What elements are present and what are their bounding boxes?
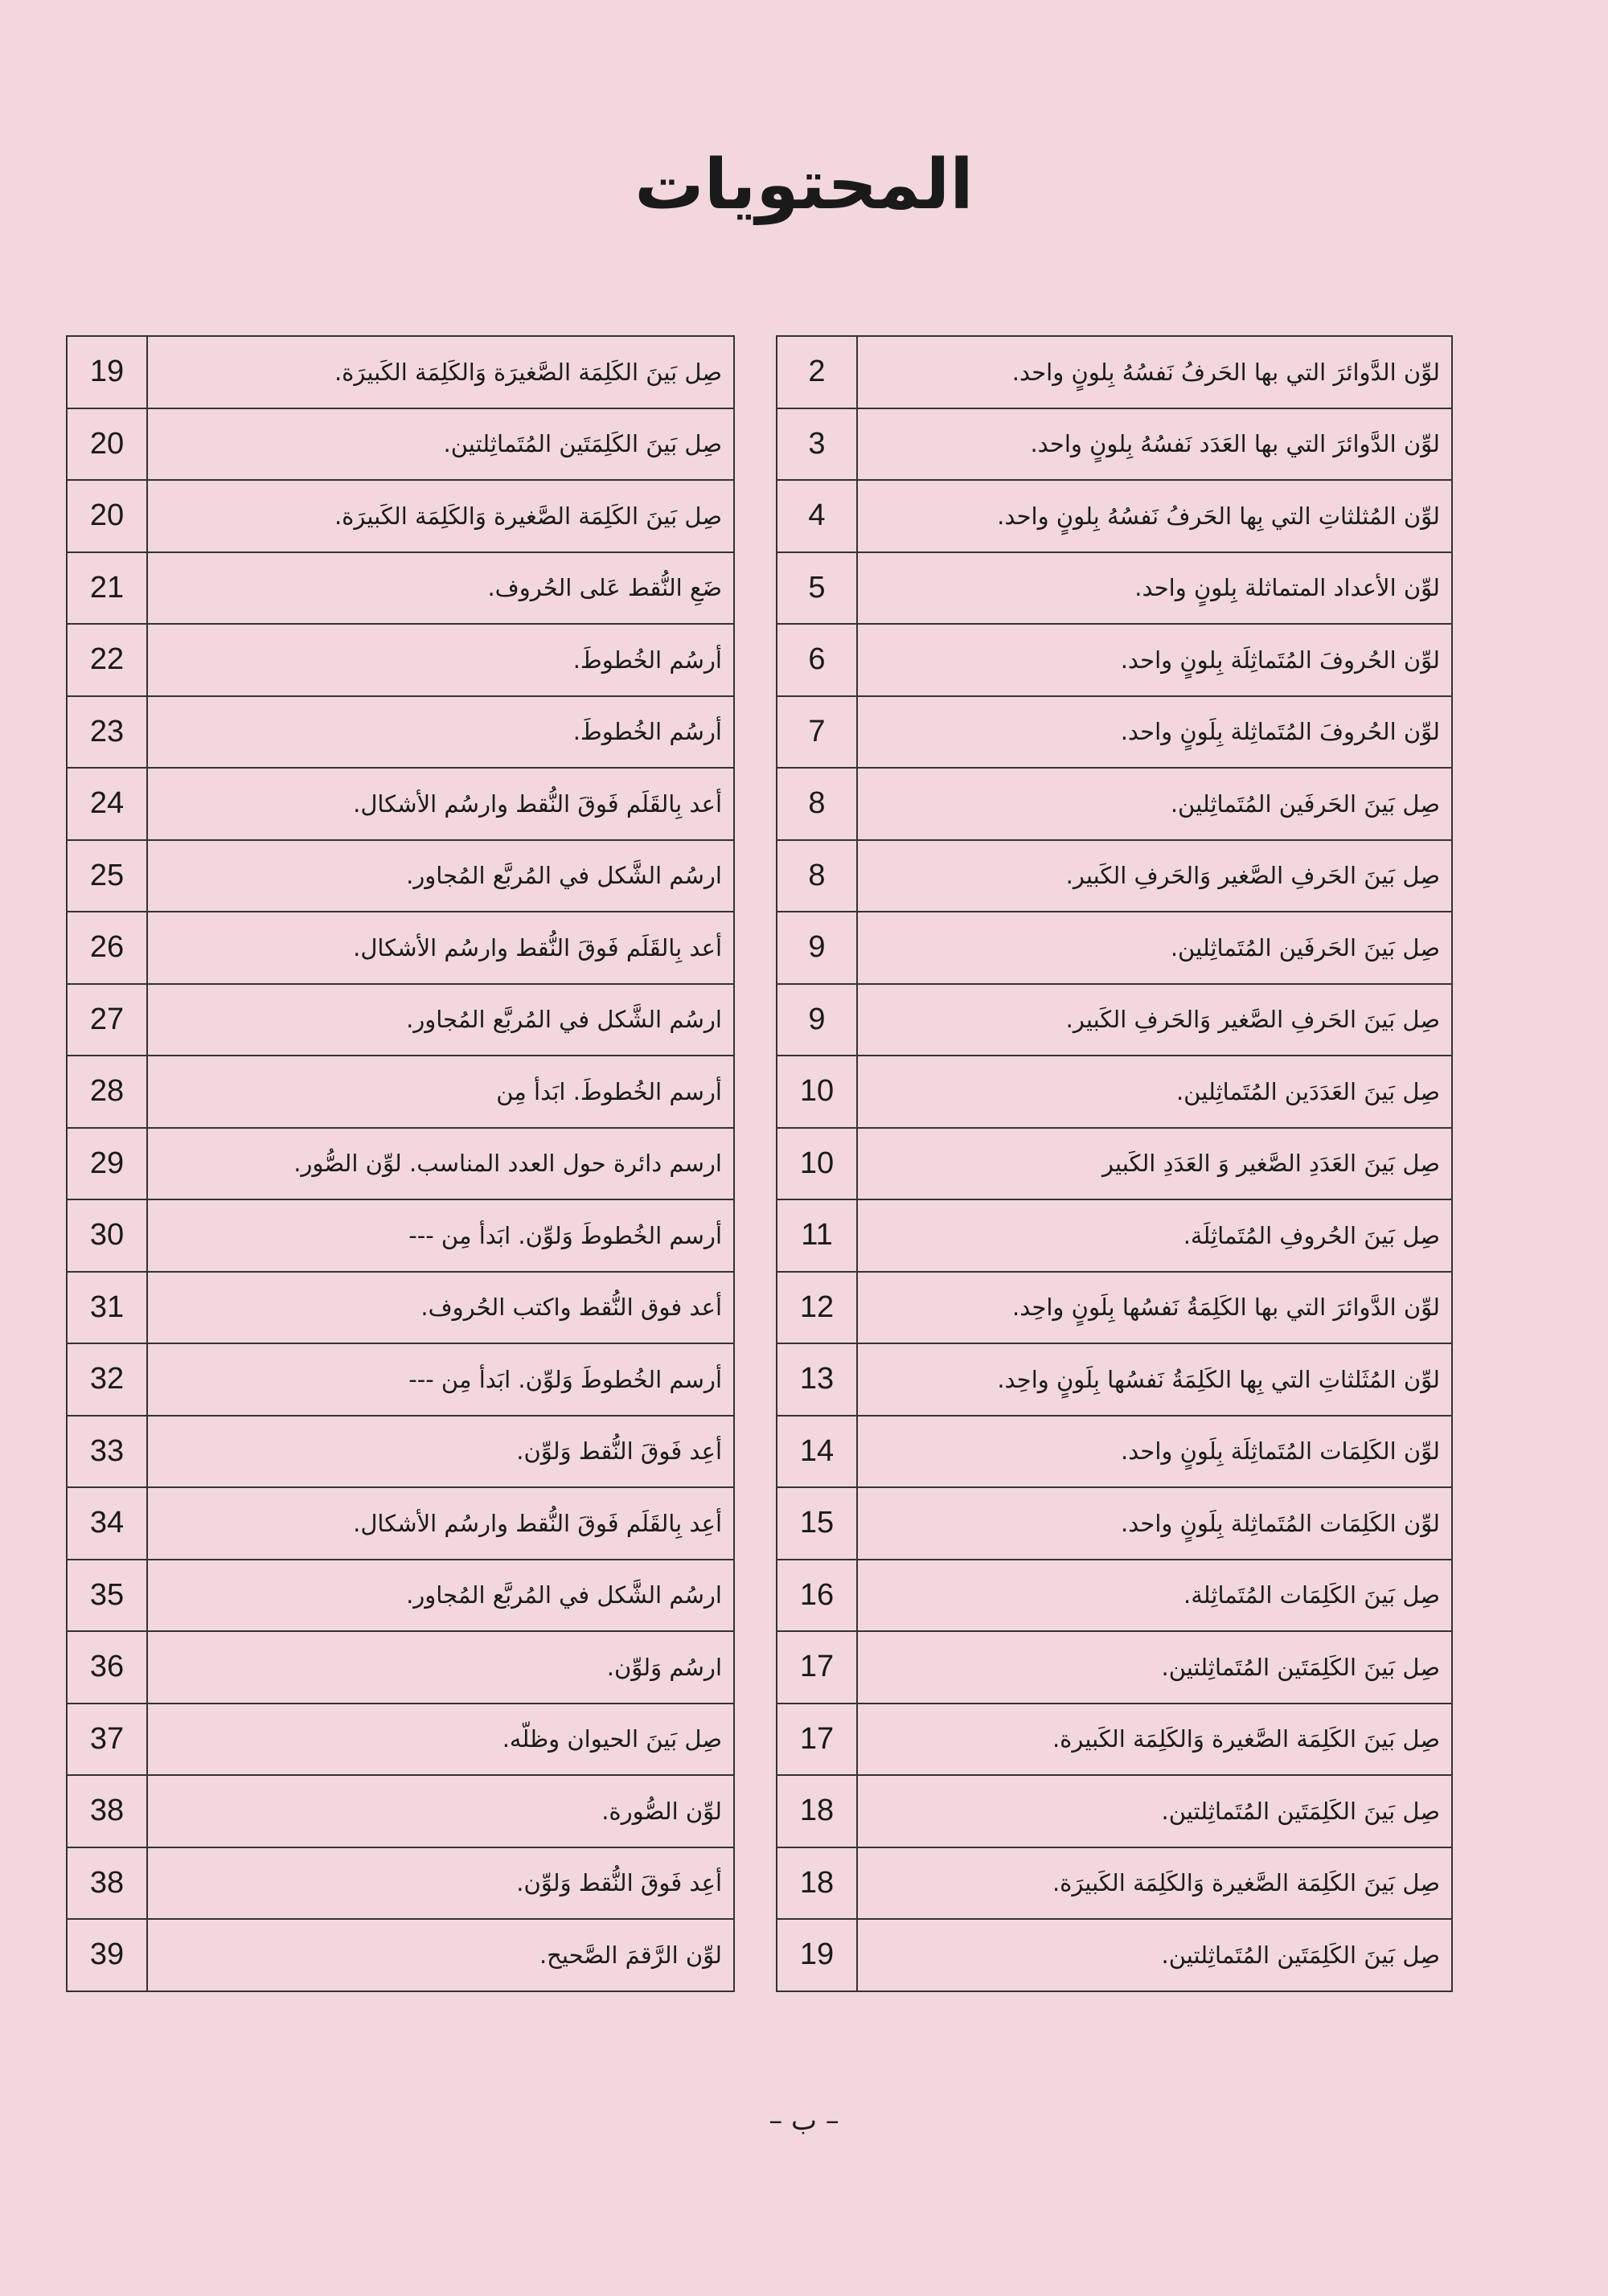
toc-entry-text: صِل بَينَ الحَرفِ الصَّغير وَالحَرفِ الكَبير.	[857, 984, 1452, 1056]
toc-entry-text: صِل بَينَ الحَرفَين المُتَماثِلين.	[857, 768, 1452, 840]
toc-page-number: 16	[777, 1560, 857, 1632]
toc-entry-text: صِل بَينَ الكَلِمَتَين المُتَماثِلتين.	[857, 1631, 1452, 1704]
toc-page-number: 14	[777, 1416, 857, 1488]
toc-page-number: 20	[67, 480, 147, 552]
toc-row	[777, 1056, 1452, 1128]
toc-entry-text: صِل بَينَ العَدَدَين المُتَماثِلين.	[857, 1056, 1452, 1128]
toc-entry-text: صِل بَينَ الحَرفَين المُتَماثِلين.	[857, 912, 1452, 984]
toc-entry-text: أعِد فَوقَ النُّقط وَلوِّن.	[147, 1847, 734, 1920]
toc-entry-text: ارسم دائرة حول العدد المناسب. لوِّن الصُّور.	[147, 1128, 734, 1200]
toc-entry-text: صِل بَينَ الكَلِمَة الصَّغيرَة وَالكَلِمَة الكَبيرَة.	[147, 336, 734, 408]
toc-entry-text: ارسُم الشَّكل في المُربَّع المُجاور.	[147, 840, 734, 912]
toc-entry-text: صِل بَينَ الكَلِمَة الصَّغيرة وَالكَلِمَة الكَبيرَة.	[147, 480, 734, 552]
toc-page-number: 38	[67, 1847, 147, 1920]
toc-entry-text: لوِّن الدَّوائرَ التي بها الحَرفُ نَفسُهُ بِلونٍ واحد.	[857, 336, 1452, 408]
toc-row	[777, 1847, 1452, 1920]
toc-entry-text: لوِّن الكَلِمَات المُتَماثِلة بِلَونٍ واحد.	[857, 1487, 1452, 1560]
toc-row	[67, 1919, 734, 1991]
toc-entry-text: أعد فوق النُّقط واكتب الحُروف.	[147, 1272, 734, 1344]
toc-page-number: 18	[777, 1775, 857, 1847]
toc-entry-text: لوِّن الأعداد المتماثلة بِلونٍ واحد.	[857, 552, 1452, 625]
toc-page-number: 23	[67, 696, 147, 769]
toc-entry-text: صِل بَينَ الكَلِمَات المُتَماثِلة.	[857, 1560, 1452, 1632]
toc-row	[67, 1775, 734, 1847]
toc-page-number: 12	[777, 1272, 857, 1344]
toc-page-number: 35	[67, 1560, 147, 1632]
toc-entry-text: صِل بَينَ الحيوان وظلّه.	[147, 1704, 734, 1776]
toc-entry-text: صِل بَينَ الكَلِمَة الصَّغيرة وَالكَلِمَة الكَبيرة.	[857, 1704, 1452, 1776]
toc-page-number: 5	[777, 552, 857, 625]
toc-row	[67, 1416, 734, 1488]
toc-row	[67, 1272, 734, 1344]
toc-entry-text: لوِّن المُثلثاتِ التي بِها الحَرفُ نَفسُهُ بِلونٍ واحد.	[857, 480, 1452, 552]
toc-page-number: 37	[67, 1704, 147, 1776]
toc-row	[777, 840, 1452, 912]
toc-page-number: 33	[67, 1416, 147, 1488]
toc-page-number: 4	[777, 480, 857, 552]
toc-entry-text: ارسُم وَلوِّن.	[147, 1631, 734, 1704]
toc-entry-text: أرسُم الخُطوطَ.	[147, 624, 734, 696]
toc-row	[67, 1343, 734, 1416]
contents-table-right	[776, 335, 1453, 1992]
toc-entry-text: لوِّن الدَّوائرَ التي بها الكَلِمَةُ نَفسُها بِلَونٍ واحِد.	[857, 1272, 1452, 1344]
toc-row	[67, 912, 734, 984]
toc-row	[777, 768, 1452, 840]
toc-entry-text: أرسم الخُطوطَ وَلوِّن. ابَدأ مِن ---	[147, 1199, 734, 1272]
toc-page-number: 17	[777, 1631, 857, 1704]
toc-entry-text: أرسم الخُطوطَ وَلوِّن. ابَدأ مِن ---	[147, 1343, 734, 1416]
toc-entry-text: صِل بَينَ الحَرفِ الصَّغير وَالحَرفِ الكَبير.	[857, 840, 1452, 912]
toc-page-number: 29	[67, 1128, 147, 1200]
toc-row	[67, 1199, 734, 1272]
toc-row	[777, 1775, 1452, 1847]
toc-row	[67, 840, 734, 912]
toc-page-number: 20	[67, 408, 147, 481]
toc-entry-text: أعد بِالقَلَم فَوقَ النُّقط وارسُم الأشكال.	[147, 912, 734, 984]
toc-row	[777, 1631, 1452, 1704]
toc-entry-text: لوِّن الصُّورة.	[147, 1775, 734, 1847]
toc-entry-text: لوِّن الرَّقمَ الصَّحيح.	[147, 1919, 734, 1991]
toc-page-number: 36	[67, 1631, 147, 1704]
toc-page-number: 9	[777, 984, 857, 1056]
toc-row	[777, 1343, 1452, 1416]
toc-entry-text: صِل بَينَ الحُروفِ المُتَماثِلَة.	[857, 1199, 1452, 1272]
toc-page-number: 10	[777, 1056, 857, 1128]
toc-entry-text: أرسم الخُطوطَ. ابَدأ مِن	[147, 1056, 734, 1128]
toc-entry-text: أعِد بِالقَلَم فَوقَ النُّقط وارسُم الأشكال.	[147, 1487, 734, 1560]
toc-row	[67, 1847, 734, 1920]
toc-row	[67, 1631, 734, 1704]
toc-page-number: 34	[67, 1487, 147, 1560]
toc-page-number: 9	[777, 912, 857, 984]
toc-page-number: 21	[67, 552, 147, 625]
toc-row	[777, 912, 1452, 984]
toc-page-number: 24	[67, 768, 147, 840]
toc-entry-text: صِل بَينَ العَدَدِ الصَّغير وَ العَدَدِ الكَبير	[857, 1128, 1452, 1200]
toc-row	[67, 1056, 734, 1128]
toc-row	[67, 408, 734, 481]
toc-row	[777, 336, 1452, 408]
toc-page-number: 27	[67, 984, 147, 1056]
toc-page-number: 22	[67, 624, 147, 696]
toc-page-number: 8	[777, 768, 857, 840]
toc-row	[67, 624, 734, 696]
toc-row	[777, 1128, 1452, 1200]
toc-row	[67, 768, 734, 840]
toc-row	[67, 1560, 734, 1632]
toc-page-number: 7	[777, 696, 857, 769]
toc-row	[67, 1487, 734, 1560]
toc-page-number: 30	[67, 1199, 147, 1272]
page-footer: – ب –	[769, 2105, 839, 2137]
toc-page-number: 15	[777, 1487, 857, 1560]
toc-entry-text: أعِد فَوقَ النُّقط وَلوِّن.	[147, 1416, 734, 1488]
toc-row	[777, 480, 1452, 552]
contents-table-left	[66, 335, 735, 1992]
toc-page-number: 19	[67, 336, 147, 408]
toc-page-number: 2	[777, 336, 857, 408]
toc-entry-text: صِل بَينَ الكَلِمَتَين المُتَماثِلتين.	[857, 1775, 1452, 1847]
toc-entry-text: أعد بِالقَلَم فَوقَ النُّقط وارسُم الأشكال.	[147, 768, 734, 840]
toc-row	[777, 1560, 1452, 1632]
toc-row	[777, 1272, 1452, 1344]
toc-page-number: 39	[67, 1919, 147, 1991]
toc-entry-text: أرسُم الخُطوطَ.	[147, 696, 734, 769]
toc-page-number: 32	[67, 1343, 147, 1416]
toc-page-number: 25	[67, 840, 147, 912]
toc-row	[777, 1199, 1452, 1272]
toc-row	[777, 1487, 1452, 1560]
toc-row	[67, 480, 734, 552]
toc-row	[777, 408, 1452, 481]
toc-page-number: 8	[777, 840, 857, 912]
toc-entry-text: لوِّن الحُروفَ المُتَماثِلَة بِلونٍ واحد.	[857, 624, 1452, 696]
toc-entry-text: لوِّن الحُروفَ المُتَماثِلة بِلَونٍ واحد.	[857, 696, 1452, 769]
toc-entry-text: ارسُم الشَّكل في المُربَّع المُجاور.	[147, 984, 734, 1056]
toc-row	[67, 552, 734, 625]
toc-page-number: 38	[67, 1775, 147, 1847]
toc-entry-text: لوِّن الدَّوائرَ التي بها العَدَد نَفسُهُ بِلونٍ واحد.	[857, 408, 1452, 481]
toc-entry-text: لوِّن الكَلِمَات المُتَماثِلَة بِلَونٍ واحد.	[857, 1416, 1452, 1488]
toc-row	[777, 984, 1452, 1056]
toc-entry-text: لوِّن المُثَلثاتِ التي بِها الكَلِمَةُ نَفسُها بِلَونٍ واحِد.	[857, 1343, 1452, 1416]
toc-row	[67, 696, 734, 769]
toc-row	[777, 624, 1452, 696]
toc-page-number: 19	[777, 1919, 857, 1991]
page-title: المحتويات	[634, 145, 974, 225]
toc-page-number: 10	[777, 1128, 857, 1200]
toc-row	[777, 552, 1452, 625]
toc-page-number: 18	[777, 1847, 857, 1920]
toc-page-number: 6	[777, 624, 857, 696]
toc-entry-text: صِل بَينَ الكَلِمَتَين المُتَماثِلتين.	[857, 1919, 1452, 1991]
toc-page-number: 3	[777, 408, 857, 481]
toc-page-number: 11	[777, 1199, 857, 1272]
toc-row	[777, 1704, 1452, 1776]
toc-entry-text: صِل بَينَ الكَلِمَتَين المُتَماثِلتين.	[147, 408, 734, 481]
toc-row	[777, 696, 1452, 769]
toc-row	[67, 336, 734, 408]
toc-row	[777, 1416, 1452, 1488]
toc-row	[67, 1128, 734, 1200]
toc-page-number: 28	[67, 1056, 147, 1128]
toc-row	[67, 1704, 734, 1776]
toc-page-number: 13	[777, 1343, 857, 1416]
toc-page-number: 26	[67, 912, 147, 984]
toc-row	[67, 984, 734, 1056]
toc-page-number: 31	[67, 1272, 147, 1344]
toc-entry-text: ضَعِ النُّقط عَلى الحُروف.	[147, 552, 734, 625]
toc-page-number: 17	[777, 1704, 857, 1776]
toc-entry-text: صِل بَينَ الكَلِمَة الصَّغيرة وَالكَلِمَة الكَبيرَة.	[857, 1847, 1452, 1920]
toc-entry-text: ارسُم الشَّكل في المُربَّع المُجاور.	[147, 1560, 734, 1632]
toc-row	[777, 1919, 1452, 1991]
